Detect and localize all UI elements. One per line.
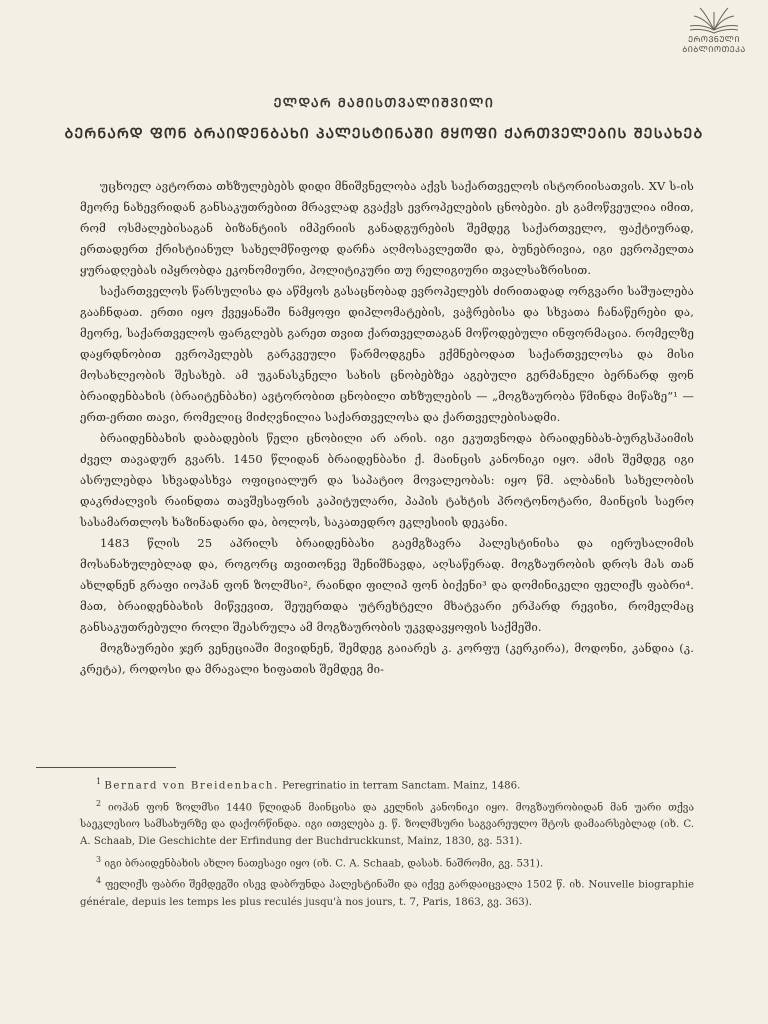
- footnote: [80, 872, 694, 911]
- footnote: [80, 851, 694, 873]
- footnote-divider: [36, 767, 176, 768]
- author-name: ᲔᲚᲓᲐᲠ ᲛᲐᲛᲘᲡᲗᲕᲐᲚᲘᲨᲕᲘᲚᲘ: [273, 95, 495, 110]
- footnote-number: 1: [96, 777, 102, 786]
- footnote-number: 2: [96, 798, 102, 808]
- paragraph: უცხოელ ავტორთა თხზულებებს დიდი მნიშვნელობა აქვს საქართველოს ისტორიისათვის. XV ს-ის მეორე ნახევრიდან განსაკუთრებით მრავლად გვაქვს ევროპელების ცნობები. ეს გამოწვეულია იმით, რომ ოსმალებისაგან ბიზანტიის იმპერიის განადგურების შემდეგ საქართველო, ფაქტიურად, ერთადერთ ქრისტიანულ სახელმწიფოდ დარჩა აღმოსავლეთში და, ბუნებრივია, იგი ევროპელთა ყურადღებას იპყრობდა ეკონომიური, პოლიტიკური თუ რელიგიური თვალსაზრისით.: [80, 179, 694, 277]
- stamp-line-2: ᲑᲘᲑᲚᲘᲝᲗᲔᲙᲐ: [682, 45, 746, 54]
- footnote-author: Bernard von Breidenbach.: [104, 780, 279, 792]
- paragraph: საქართველოს წარსულისა და აწმყოს გასაცნობად ევროპელებს ძირითადად ორგვარი საშუალება გააჩნდათ. ერთი იყო ქვეყანაში ნამყოფი დიპლომატების, ვაჭრებისა და სხვათა ჩანაწერები და, მეორე, საქართველოს ფარგლებს გარეთ თვით ქართველთაგან მოწოდებული ინფორმაცია. რომელზე დაყრდნობით ევროპელებს გარკვეული წარმოდგენა ექმნებოდათ საქართველოსა და მისი მოსახლეობის შესახებ. ამ უკანასკნელი სახის ცნობებზეა აგებული გერმანელი ბერნარდ ფონ ბრაიდენბახის (ბრაიტენბახი) ავტორობით ცნობილი თხზულების — „მოგზაურობა წმინდა მიწაზე“¹ — ერთ-ერთი თავი, რომელიც მიძღვნილია საქართველოსა და ქართველებისადმი.: [80, 284, 694, 424]
- article-body: [80, 176, 694, 680]
- footnote-text: იოჰან ფონ ზოლმსი 1440 წლიდან მაინცისა და კელნის კანონიკი იყო. მოგზაურობიდან მან უარი თქვა საეკლესიო სამსახურზე და დაქორწინდა. იგი ითვლება ე. წ. ზოლმსური საგვარეულო შტოს დამაარსებლად (იხ. C. A. Schaab, Die Geschichte der Erfindung der Buchdruckkunst, Mainz, 1830, გვ. 531).: [80, 801, 694, 848]
- paragraph: მოგზაურები ჯერ ვენეციაში მივიდნენ, შემდეგ გაიარეს კ. კორფუ (კერკირა), მოდონი, კანდია (კ. კრეტა), როდოსი და მრავალი ხიფათის შემდეგ მი-: [80, 641, 694, 676]
- footnote-number: 3: [96, 854, 102, 864]
- footnote-text: Peregrinatio in terram Sanctam. Mainz, 1486.: [278, 780, 521, 792]
- paragraph: 1483 წლის 25 აპრილს ბრაიდენბახი გაემგზავრა პალესტინისა და იერუსალიმის მოსანახულებლად და, როგორც თვითონვე შენიშნავდა, აღსაწერად. მოგზაურობის დროს მას თან ახლდნენ გრაფი იოჰან ფონ ზოლმსი², რაინდი ფილიპ ფონ ბიქენი³ და დომინიკელი ფელიქს ფაბრი⁴. მათ, ბრაიდენბახის მიწვევით, შეუერთდა უტრეხტელი მხატვარი ერჰარდ რევიხი, რომელმაც განსაკუთრებული როლი შეასრულა ამ მოგზაურობის უკვდავყოფის საქმეში.: [80, 536, 694, 634]
- article-title: ᲑᲔᲠᲜᲐᲠᲓ ᲤᲝᲜ ᲑᲠᲐᲘᲓᲔᲜᲑᲐᲮᲘ ᲞᲐᲚᲔᲡᲢᲘᲜᲐᲨᲘ ᲛᲧᲝᲤᲘ ᲥᲐᲠᲗᲕᲔᲚᲔᲑᲘᲡ ᲨᲔᲡᲐᲮᲔᲑ: [64, 126, 704, 142]
- footnotes: [80, 773, 694, 911]
- book-emblem-icon: [686, 4, 742, 34]
- footnote: [80, 773, 694, 795]
- stamp-line-1: ᲔᲠᲝᲕᲜᲣᲚᲘ: [688, 35, 740, 44]
- footnote: [80, 795, 694, 851]
- library-stamp: [682, 4, 746, 54]
- footnote-number: 4: [96, 876, 102, 886]
- footnote-text: ფელიქს ფაბრი შემდეგში ისევ დაბრუნდა პალესტინაში და იქვე გარდაიცვალა 1502 წ. იხ. Nouvelle biographie générale, depuis les temps les plus reculés jusqu'à nos jours, t. 7, Paris, 1863, გვ. 363).: [80, 879, 694, 908]
- footnote-text: იგი ბრაიდენბახის ახლო ნათესავი იყო (იხ. C. A. Schaab, დასახ. ნაშრომი, გვ. 531).: [104, 857, 544, 869]
- paragraph: ბრაიდენბახის დაბადების წელი ცნობილი არ არის. იგი ეკუთვნოდა ბრაიდენბახ-ბურგსჰაიმის ძველ თავადურ გვარს. 1450 წლიდან ბრაიდენბახი ქ. მაინცის კანონიკი იყო. ამის შემდეგ იგი ასრულებდა სხვადასხვა ოფიციალურ და საპატიო მოვალეობას: იყო წმ. ალბანის სახელობის დაკრძალვის რაინდთა თავშესაფრის კაპიტულარი, პაპის ტახტის პროტონოტარი, მაინცის საერო სასამართლოს ხაზინადარი და, ბოლოს, საკათედრო ეკლესიის დეკანი.: [80, 431, 694, 529]
